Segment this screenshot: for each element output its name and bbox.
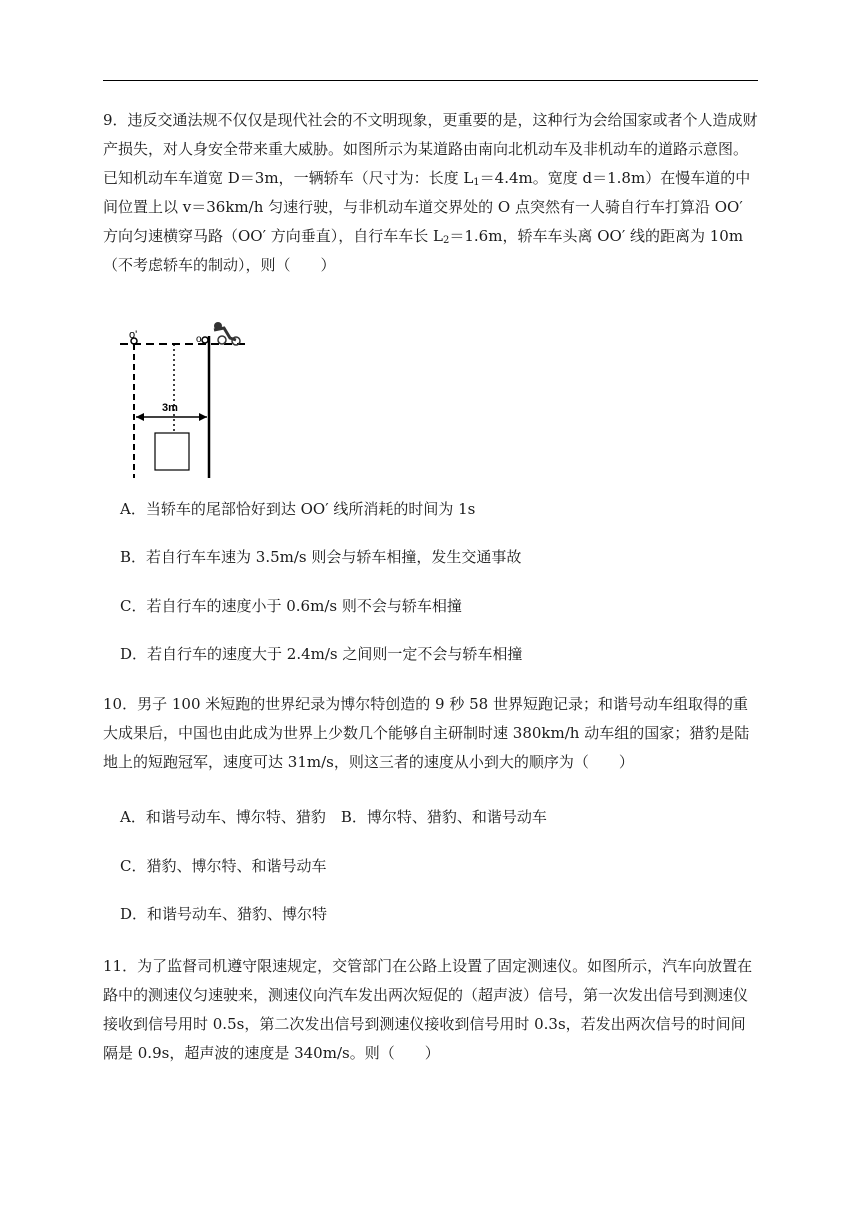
label-o: o	[196, 334, 202, 345]
q10-option-d: D．和谐号动车、猎豹、博尔特	[120, 905, 328, 923]
label-width: 3m	[162, 402, 178, 414]
q9-option-c: C．若自行车的速度小于 0.6m/s 则不会与轿车相撞	[120, 597, 462, 615]
question-text: 为了监督司机遵守限速规定，交管部门在公路上设置了固定测速仪。如图所示，汽车向放置在路中的测速仪匀速驶来，测速仪向汽车发出两次短促的（超声波）信号，第一次发出信号到测速仪接收到信号用时 0.5s，第二次发出信号到测速仪接收到信号用时 0.3s，若发出两次信号的时间间隔是 0.9s，超声波的速度是 340m/s。则（ ）	[103, 957, 753, 1062]
question-text: 男子 100 米短跑的世界纪录为博尔特创造的 9 秒 58 世界短跑记录；和谐号动车组取得的重大成果后，中国也由此成为世界上少数几个能够自主研制时速 380km/h 动车组的国家；猎豹是陆地上的短跑冠军，速度可达 31m/s，则这三者的速度从小到大的顺序为（ ）	[103, 695, 750, 771]
question-11-stem	[103, 952, 758, 1068]
header-rule	[103, 80, 758, 81]
question-10-stem	[103, 690, 758, 777]
question-9-stem	[103, 106, 758, 280]
question-text: ＝4.4m。宽度 d＝1.8m）在慢车道的中间位置上以 v＝36km/h 匀速行驶，与非机动车道交界处的 O 点突然有一人骑自行车打算沿 OO′ 方向匀速横穿马路（OO′ 方向垂直），自行车车长 L	[103, 169, 751, 245]
q9-option-a: A．当轿车的尾部恰好到达 OO′ 线所消耗的时间为 1s	[120, 500, 476, 518]
question-number: 9．	[103, 111, 128, 129]
question-11	[103, 952, 758, 1068]
arrow-head-left	[136, 413, 144, 421]
point-o	[202, 337, 208, 343]
question-text: 违反交通法规不仅仅是现代社会的不文明现象，更重要的是，这种行为会给国家或者个人造成财产损失，对人身安全带来重大威胁。如图所示为某道路由南向北机动车及非机动车的道路示意图。已知机动车车道宽 D＝3m，一辆轿车（尺寸为：长度 L	[103, 111, 758, 187]
question-text: ＝1.6m，轿车车头离 OO′ 线的距离为 10m（不考虑轿车的制动），则（ ）	[103, 227, 744, 274]
cyclist-icon	[214, 322, 240, 345]
question-10	[103, 690, 758, 777]
label-o-prime: o'	[129, 329, 138, 341]
road-diagram	[118, 316, 250, 480]
q10-option-ab: A．和谐号动车、博尔特、猎豹 B．博尔特、猎豹、和谐号动车	[120, 808, 547, 826]
q9-option-b: B．若自行车车速为 3.5m/s 则会与轿车相撞，发生交通事故	[120, 548, 522, 566]
question-9	[103, 106, 758, 280]
question-number: 10．	[103, 695, 138, 713]
q9-option-d: D．若自行车的速度大于 2.4m/s 之间则一定不会与轿车相撞	[120, 645, 523, 663]
q10-option-c: C．猎豹、博尔特、和谐号动车	[120, 857, 327, 875]
question-number: 11．	[103, 957, 138, 975]
car-box	[155, 433, 189, 470]
subscript: 1	[473, 177, 480, 188]
subscript: 2	[443, 235, 450, 246]
arrow-head-right	[199, 413, 207, 421]
